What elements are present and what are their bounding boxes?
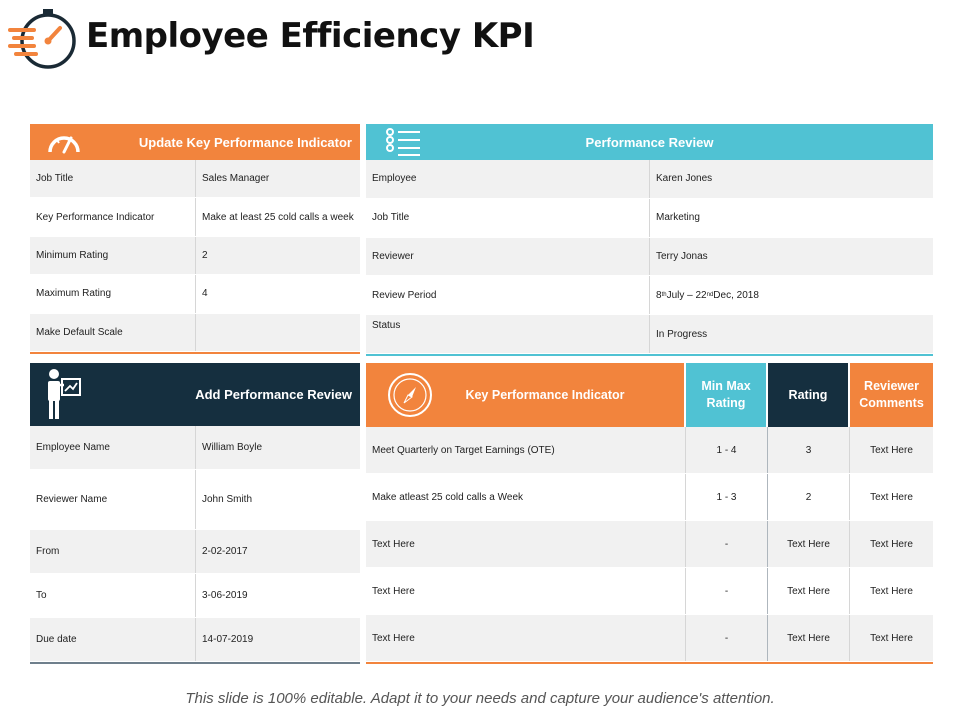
min-max-cell: 1 - 4 xyxy=(686,427,768,473)
rating-cell: 2 xyxy=(768,474,850,520)
row-label: Maximum Rating xyxy=(30,275,196,312)
comment-cell: Text Here xyxy=(870,538,913,550)
table-row xyxy=(30,530,360,574)
kpi-column-header xyxy=(366,363,686,427)
row-value: Karen Jones xyxy=(656,173,713,185)
add-review-title: Add Performance Review xyxy=(195,387,352,402)
row-label: Employee xyxy=(366,160,650,198)
comment-cell: Text Here xyxy=(870,491,913,503)
add-review-header xyxy=(30,363,360,426)
row-label: To xyxy=(30,574,196,617)
table-row xyxy=(366,238,933,277)
table-row xyxy=(366,427,933,474)
kpi-cell: Make atleast 25 cold calls a Week xyxy=(366,474,686,520)
row-label: Due date xyxy=(30,618,196,661)
table-row xyxy=(366,315,933,354)
gauge-icon xyxy=(46,128,82,156)
row-label: Reviewer Name xyxy=(30,470,196,529)
row-value: Marketing xyxy=(656,212,700,224)
kpi-cell: Text Here xyxy=(366,521,686,567)
row-label: Make Default Scale xyxy=(30,314,196,351)
update-kpi-rows xyxy=(30,160,360,354)
rating-cell: Text Here xyxy=(768,568,850,614)
add-review-rows xyxy=(30,426,360,664)
row-label: Reviewer xyxy=(366,238,650,276)
table-row xyxy=(366,474,933,521)
table-row xyxy=(30,618,360,662)
date-part: July – 22 xyxy=(666,289,707,301)
page-title: Employee Efficiency KPI xyxy=(86,16,535,56)
date-part: 8 xyxy=(656,289,662,301)
kpi-table-panel xyxy=(366,363,933,664)
kpi-cell: Meet Quarterly on Target Earnings (OTE) xyxy=(366,427,686,473)
row-label: Job Title xyxy=(366,199,650,237)
date-part: Dec, 2018 xyxy=(713,289,759,301)
comment-cell: Text Here xyxy=(870,585,913,597)
row-label: Review Period xyxy=(366,276,650,314)
compass-icon xyxy=(386,371,434,419)
table-row xyxy=(30,470,360,530)
row-label: Job Title xyxy=(30,160,196,197)
row-value: 3-06-2019 xyxy=(202,590,248,601)
performance-review-rows xyxy=(366,160,933,356)
table-row xyxy=(366,615,933,662)
row-value: 2-02-2017 xyxy=(202,546,248,557)
min-max-cell: - xyxy=(686,615,768,661)
row-value: Make at least 25 cold calls a week xyxy=(202,211,354,223)
row-value xyxy=(650,276,933,314)
rating-header: Rating xyxy=(768,363,850,427)
kpi-column-title: Key Performance Indicator xyxy=(465,387,625,402)
performance-review-title: Performance Review xyxy=(585,134,714,150)
rating-cell: Text Here xyxy=(768,521,850,567)
comment-cell: Text Here xyxy=(870,444,913,456)
min-max-rating-header: Min Max Rating xyxy=(686,363,768,427)
min-max-cell: - xyxy=(686,568,768,614)
table-row xyxy=(30,160,360,198)
update-kpi-title: Update Key Performance Indicator xyxy=(138,134,352,150)
performance-review-header xyxy=(366,124,933,160)
table-row xyxy=(366,276,933,315)
performance-review-panel xyxy=(366,124,933,356)
table-row xyxy=(30,198,360,236)
checklist-icon xyxy=(384,126,424,158)
row-value: John Smith xyxy=(202,494,253,505)
table-row xyxy=(30,275,360,313)
kpi-table-header xyxy=(366,363,933,427)
kpi-table-body xyxy=(366,427,933,664)
row-label: Key Performance Indicator xyxy=(30,198,196,235)
row-value: 2 xyxy=(202,249,208,261)
kpi-cell: Text Here xyxy=(366,615,686,661)
table-row xyxy=(30,237,360,275)
row-value: Terry Jonas xyxy=(656,250,708,262)
update-kpi-header xyxy=(30,124,360,160)
reviewer-comments-header: Reviewer Comments xyxy=(850,363,933,427)
rating-cell: 3 xyxy=(768,427,850,473)
row-label: Status xyxy=(366,315,650,353)
rating-cell: Text Here xyxy=(768,615,850,661)
stopwatch-speed-icon xyxy=(8,6,78,72)
row-label: Employee Name xyxy=(30,426,196,469)
row-value: 14-07-2019 xyxy=(202,634,254,645)
row-value: In Progress xyxy=(656,328,708,340)
row-value: Sales Manager xyxy=(202,173,270,185)
presenter-icon xyxy=(44,367,84,423)
table-row xyxy=(30,426,360,470)
table-row xyxy=(366,160,933,199)
row-value: William Boyle xyxy=(202,442,263,453)
table-row xyxy=(30,574,360,618)
table-row xyxy=(366,199,933,238)
update-kpi-panel xyxy=(30,124,360,354)
row-label: From xyxy=(30,530,196,573)
table-row xyxy=(366,568,933,615)
row-value xyxy=(196,314,360,351)
table-row xyxy=(366,521,933,568)
row-value: 4 xyxy=(202,288,208,300)
min-max-cell: 1 - 3 xyxy=(686,474,768,520)
min-max-cell: - xyxy=(686,521,768,567)
date-part: nd xyxy=(706,291,714,298)
footer-note: This slide is 100% editable. Adapt it to your needs and capture your audience's attention. xyxy=(185,690,775,707)
table-row xyxy=(30,314,360,352)
kpi-cell: Text Here xyxy=(366,568,686,614)
row-label: Minimum Rating xyxy=(30,237,196,274)
date-part: th xyxy=(661,291,667,298)
add-review-panel xyxy=(30,363,360,664)
comment-cell: Text Here xyxy=(870,632,913,644)
